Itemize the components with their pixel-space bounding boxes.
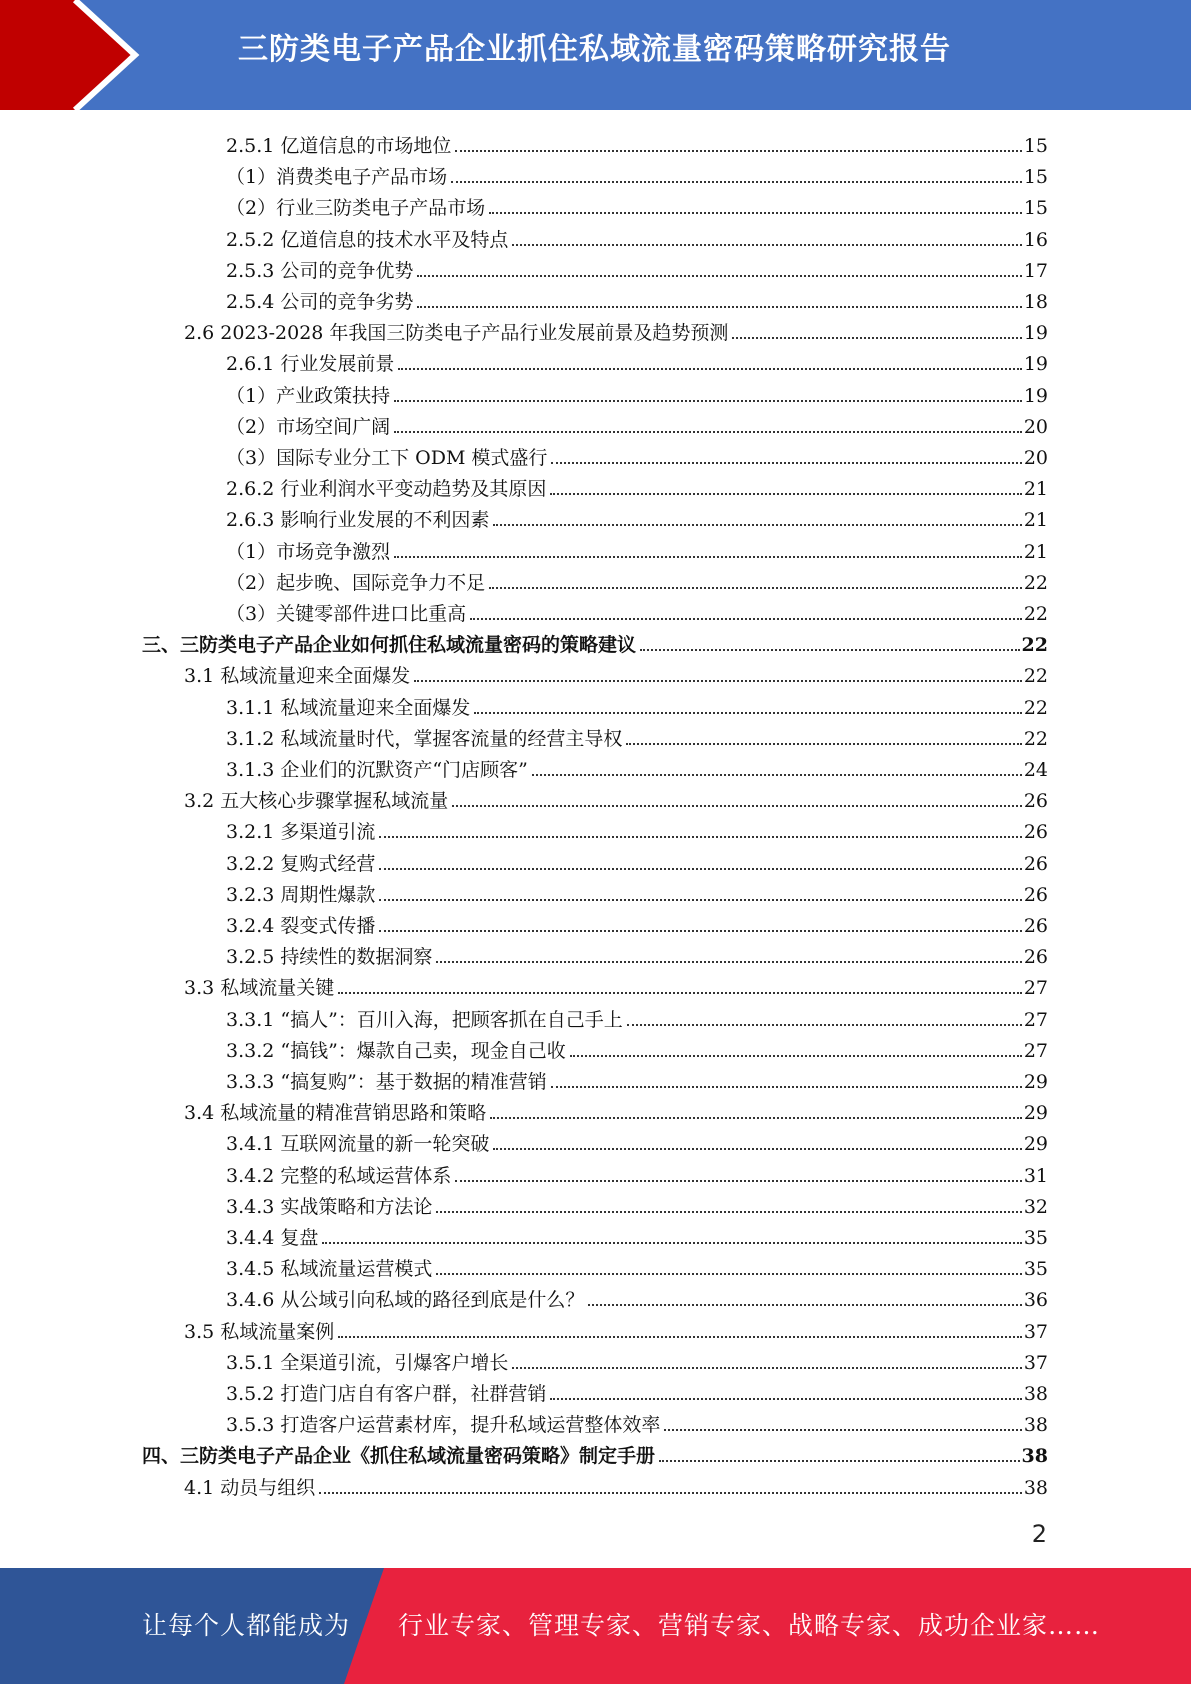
toc-dot-leader: [664, 1429, 1021, 1431]
toc-entry-page: 26: [1023, 883, 1048, 906]
toc-dot-leader: [436, 1273, 1021, 1275]
toc-dot-leader: [417, 275, 1021, 277]
toc-entry-title: 2.5.4 公司的竞争劣势: [226, 291, 414, 313]
toc-entry-page: 37: [1023, 1351, 1048, 1374]
toc-entry-title: 3.4.5 私域流量运营模式: [226, 1258, 433, 1281]
toc-entry-page: 15: [1023, 135, 1048, 157]
toc-entry-page: 21: [1023, 478, 1048, 501]
toc-entry-page: 38: [1023, 1476, 1048, 1499]
toc-entry[interactable]: [226, 813, 1048, 844]
toc-entry-title: （2）行业三防类电子产品市场: [226, 197, 486, 220]
toc-entry-title: 3.5.3 打造客户运营素材库，提升私域运营整体效率: [226, 1414, 661, 1437]
toc-entry-title: 3.5.2 打造门店自有客户群，社群营销: [226, 1383, 547, 1405]
toc-entry-page: 29: [1023, 1071, 1048, 1093]
toc-entry-page: 26: [1023, 821, 1048, 844]
toc-entry-title: 3.3.1 “搞人”：百川入海，把顾客抓在自己手上: [226, 1008, 623, 1031]
toc-entry-page: 27: [1023, 977, 1048, 1000]
toc-entry-title: 3.2.4 裂变式传播: [226, 915, 376, 937]
toc-entry-page: 26: [1023, 915, 1048, 937]
toc-entry[interactable]: [226, 751, 1048, 782]
toc-entry[interactable]: [226, 533, 1048, 564]
toc-entry-title: 3.3.3 “搞复购”：基于数据的精准营销: [226, 1071, 547, 1093]
toc-dot-leader: [394, 400, 1022, 402]
toc-dot-leader: [551, 1086, 1022, 1088]
toc-dot-leader: [470, 618, 1022, 620]
toc-entry[interactable]: [226, 1375, 1048, 1406]
toc-dot-leader: [436, 961, 1021, 963]
toc-entry[interactable]: [184, 1469, 1048, 1500]
toc-entry-page: 15: [1023, 197, 1048, 220]
toc-entry-page: 38: [1021, 1445, 1048, 1468]
header-arrow-graphic: [0, 0, 200, 110]
toc-entry[interactable]: [226, 907, 1048, 938]
toc-entry-page: 36: [1023, 1289, 1048, 1312]
toc-entry-page: 31: [1023, 1164, 1048, 1187]
toc-entry-title: 3.2.1 多渠道引流: [226, 821, 376, 844]
toc-dot-leader: [550, 493, 1021, 495]
page-number: 2: [1031, 1520, 1047, 1548]
toc-dot-leader: [379, 899, 1021, 901]
footer-slogan-left: 让每个人都能成为: [142, 1611, 351, 1640]
toc-entry-title: 三、三防类电子产品企业如何抓住私域流量密码的策略建议: [142, 634, 637, 657]
toc-entry-title: （1）消费类电子产品市场: [226, 166, 448, 189]
toc-entry-title: 3.5 私域流量案例: [184, 1320, 335, 1343]
toc-entry[interactable]: [142, 626, 1048, 657]
toc-dot-leader: [489, 587, 1022, 589]
toc-dot-leader: [322, 1242, 1021, 1244]
page-header: [0, 0, 1191, 110]
toc-entry-title: （3）国际专业分工下 ODM 模式盛行: [226, 447, 548, 469]
page-footer: [0, 1568, 1191, 1684]
toc-dot-leader: [489, 212, 1022, 214]
toc-entry[interactable]: [184, 969, 1048, 1000]
toc-entry-page: 21: [1023, 540, 1048, 563]
toc-entry-title: 2.5.3 公司的竞争优势: [226, 259, 414, 282]
toc-dot-leader: [626, 743, 1021, 745]
toc-dot-leader: [379, 868, 1021, 870]
toc-entry[interactable]: [226, 1188, 1048, 1219]
toc-dot-leader: [588, 1304, 1021, 1306]
toc-entry-page: 21: [1023, 509, 1048, 532]
toc-entry[interactable]: [226, 439, 1048, 470]
toc-entry[interactable]: [184, 1094, 1048, 1125]
toc-dot-leader: [551, 462, 1021, 464]
toc-entry[interactable]: [226, 189, 1048, 220]
toc-entry-title: （1）市场竞争激烈: [226, 540, 391, 563]
toc-entry-page: 29: [1023, 1102, 1048, 1125]
toc-entry[interactable]: [226, 501, 1048, 532]
toc-dot-leader: [550, 1398, 1021, 1400]
toc-entry-page: 20: [1023, 447, 1048, 469]
toc-entry-title: 3.2 五大核心步骤掌握私域流量: [184, 790, 449, 813]
toc-entry[interactable]: [226, 1125, 1048, 1156]
toc-dot-leader: [455, 1180, 1021, 1182]
toc-entry-page: 26: [1023, 946, 1048, 969]
toc-dot-leader: [474, 712, 1021, 714]
toc-entry[interactable]: [142, 1437, 1048, 1468]
toc-dot-leader: [512, 244, 1021, 246]
toc-entry[interactable]: [184, 657, 1048, 688]
toc-entry[interactable]: [226, 1032, 1048, 1063]
toc-entry-page: 22: [1023, 665, 1048, 688]
toc-entry-page: 26: [1023, 852, 1048, 875]
toc-entry[interactable]: [226, 1250, 1048, 1281]
toc-dot-leader: [379, 930, 1021, 932]
toc-entry-page: 27: [1023, 1008, 1048, 1031]
toc-entry-page: 19: [1023, 322, 1048, 345]
toc-entry-page: 19: [1023, 384, 1048, 407]
toc-entry-title: 3.2.5 持续性的数据洞察: [226, 946, 433, 969]
toc-entry-page: 35: [1023, 1227, 1048, 1249]
toc-dot-leader: [452, 805, 1022, 807]
toc-dot-leader: [570, 1055, 1022, 1057]
toc-entry-title: 3.1.3 企业们的沉默资产“门店顾客”: [226, 759, 528, 781]
toc-dot-leader: [319, 1492, 1022, 1494]
toc-dot-leader: [732, 337, 1021, 339]
toc-dot-leader: [532, 774, 1022, 776]
toc-entry-title: 3.1.2 私域流量时代，掌握客流量的经营主导权: [226, 727, 623, 750]
toc-entry-page: 15: [1023, 166, 1048, 189]
toc-entry[interactable]: [226, 1219, 1048, 1250]
toc-entry-page: 22: [1023, 727, 1048, 750]
toc-dot-leader: [414, 680, 1022, 682]
toc-dot-leader: [417, 306, 1021, 308]
toc-entry-title: 4.1 动员与组织: [184, 1476, 316, 1499]
toc-entry-title: 3.2.2 复购式经营: [226, 852, 376, 875]
toc-entry[interactable]: [226, 595, 1048, 626]
toc-entry-title: 3.4.1 互联网流量的新一轮突破: [226, 1133, 490, 1156]
toc-entry-title: 3.3 私域流量关键: [184, 977, 335, 1000]
toc-dot-leader: [493, 1148, 1021, 1150]
toc-dot-leader: [394, 431, 1022, 433]
toc-entry-page: 24: [1023, 759, 1048, 781]
toc-dot-leader: [436, 1211, 1021, 1213]
toc-entry-title: 3.1 私域流量迎来全面爆发: [184, 665, 411, 688]
toc-entry-page: 37: [1023, 1320, 1048, 1343]
toc-entry-title: 3.4.2 完整的私域运营体系: [226, 1164, 452, 1187]
toc-dot-leader: [490, 1117, 1022, 1119]
toc-dot-leader: [493, 524, 1021, 526]
toc-entry[interactable]: [226, 158, 1048, 189]
toc-entry[interactable]: [184, 782, 1048, 813]
toc-entry[interactable]: [226, 876, 1048, 907]
toc-entry-title: 2.6.1 行业发展前景: [226, 353, 395, 376]
toc-entry-page: 26: [1023, 790, 1048, 813]
toc-entry[interactable]: [226, 470, 1048, 501]
toc-entry[interactable]: [226, 377, 1048, 408]
toc-entry-page: 16: [1023, 228, 1048, 251]
toc-dot-leader: [338, 992, 1022, 994]
toc-entry-page: 20: [1023, 415, 1048, 438]
toc-entry[interactable]: [226, 283, 1048, 314]
toc-dot-leader: [451, 181, 1022, 183]
toc-entry[interactable]: [226, 1063, 1048, 1094]
toc-dot-leader: [379, 836, 1021, 838]
toc-entry[interactable]: [226, 689, 1048, 720]
toc-entry-page: 17: [1023, 259, 1048, 282]
toc-entry[interactable]: [226, 127, 1048, 158]
toc-entry[interactable]: [226, 1157, 1048, 1188]
toc-dot-leader: [398, 368, 1021, 370]
toc-entry-title: 2.5.1 亿道信息的市场地位: [226, 135, 452, 157]
toc-entry[interactable]: [226, 845, 1048, 876]
toc-entry[interactable]: [226, 1406, 1048, 1437]
toc-dot-leader: [512, 1367, 1021, 1369]
toc-entry-title: （2）起步晚、国际竞争力不足: [226, 571, 486, 594]
toc-entry[interactable]: [184, 314, 1048, 345]
toc-entry-page: 35: [1023, 1258, 1048, 1281]
toc-entry-title: 3.4.4 复盘: [226, 1227, 319, 1249]
toc-entry[interactable]: [184, 1313, 1048, 1344]
toc-entry-title: 2.5.2 亿道信息的技术水平及特点: [226, 228, 509, 251]
toc-entry[interactable]: [226, 1344, 1048, 1375]
toc-entry-title: 2.6 2023-2028 年我国三防类电子产品行业发展前景及趋势预测: [184, 322, 729, 345]
toc-entry[interactable]: [226, 252, 1048, 283]
toc-entry-title: 3.2.3 周期性爆款: [226, 883, 376, 906]
toc-entry[interactable]: [226, 221, 1048, 252]
toc-entry-title: （1）产业政策扶持: [226, 384, 391, 407]
toc-dot-leader: [640, 649, 1020, 651]
toc-entry-title: 3.1.1 私域流量迎来全面爆发: [226, 696, 471, 719]
toc-entry-title: 3.4.3 实战策略和方法论: [226, 1195, 433, 1218]
toc-entry[interactable]: [226, 408, 1048, 439]
toc-entry[interactable]: [226, 1281, 1048, 1312]
toc-entry-page: 18: [1023, 291, 1048, 313]
toc-entry-title: 3.4.6 从公域引向私域的路径到底是什么？: [226, 1289, 585, 1312]
toc-entry-title: （3）关键零部件进口比重高: [226, 603, 467, 625]
toc-entry-page: 27: [1023, 1039, 1048, 1062]
toc-dot-leader: [338, 1336, 1022, 1338]
toc-entry-page: 22: [1023, 696, 1048, 719]
footer-slogan-right: 行业专家、管理专家、营销专家、战略专家、成功企业家……: [398, 1611, 1101, 1640]
toc-dot-leader: [659, 1460, 1020, 1462]
toc-entry-title: 3.3.2 “搞钱”：爆款自己卖，现金自己收: [226, 1039, 566, 1062]
toc-entry-title: 2.6.2 行业利润水平变动趋势及其原因: [226, 478, 547, 501]
toc-entry[interactable]: [226, 1001, 1048, 1032]
toc-entry-page: 29: [1023, 1133, 1048, 1156]
toc-entry[interactable]: [226, 720, 1048, 751]
toc-entry-title: （2）市场空间广阔: [226, 415, 391, 438]
toc-entry-page: 22: [1023, 571, 1048, 594]
toc-dot-leader: [394, 556, 1022, 558]
toc-entry-page: 38: [1023, 1383, 1048, 1405]
toc-entry-title: 2.6.3 影响行业发展的不利因素: [226, 509, 490, 532]
toc-entry-page: 38: [1023, 1414, 1048, 1437]
toc-entry[interactable]: [226, 938, 1048, 969]
toc-entry[interactable]: [226, 564, 1048, 595]
toc-entry-page: 32: [1023, 1195, 1048, 1218]
toc-entry-title: 3.5.1 全渠道引流，引爆客户增长: [226, 1351, 509, 1374]
toc-entry-page: 19: [1023, 353, 1048, 376]
toc-entry-title: 3.4 私域流量的精准营销思路和策略: [184, 1102, 487, 1125]
toc-entry[interactable]: [226, 345, 1048, 376]
toc-dot-leader: [627, 1024, 1022, 1026]
toc-entry-page: 22: [1023, 603, 1048, 625]
toc-entry-page: 22: [1021, 634, 1048, 657]
toc-entry-title: 四、三防类电子产品企业《抓住私域流量密码策略》制定手册: [142, 1445, 656, 1468]
report-title: 三防类电子产品企业抓住私域流量密码策略研究报告: [238, 32, 951, 67]
toc-dot-leader: [455, 150, 1021, 152]
